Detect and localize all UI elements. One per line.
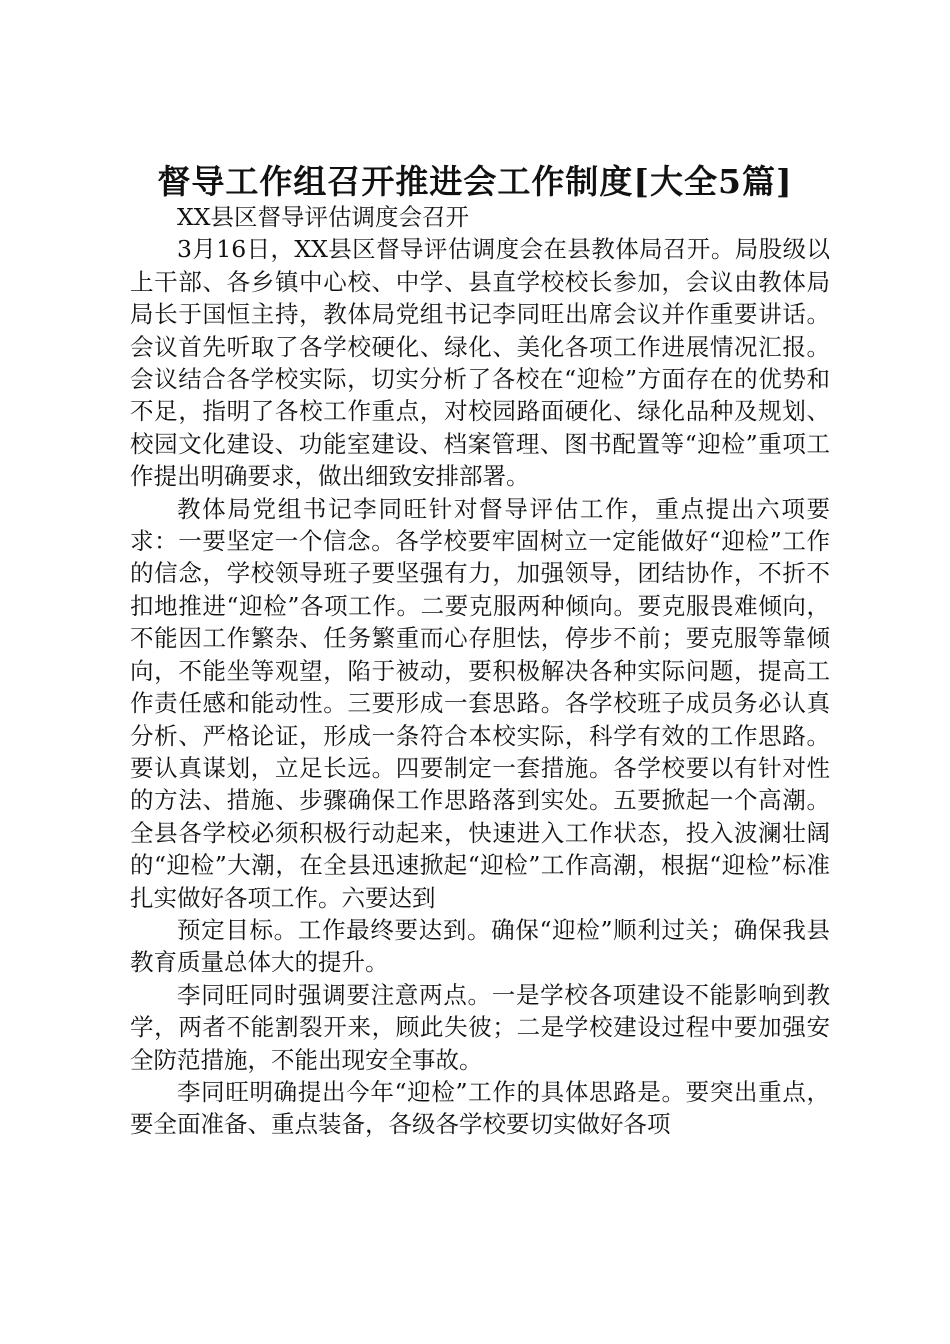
- paragraph-subheading: XX县区督导评估调度会召开: [177, 203, 469, 231]
- paragraph: 李同旺同时强调要注意两点。一是学校各项建设不能影响到教学，两者不能割裂开来，顾此失彼；二是学校建设过程中要加强安全防范措施，不能出现安全事故。: [130, 980, 830, 1074]
- paragraph: 预定目标。工作最终要达到。确保“迎检”顺利过关；确保我县教育质量总体大的提升。: [130, 915, 830, 977]
- paragraph: 3月16日，XX县区督导评估调度会在县教体局召开。局股级以上干部、各乡镇中心校、中学、县直学校校长参加，会议由教体局局长于国恒主持，教体局党组书记李同旺出席会议并作重要讲话。会议首先听取了各学校硬化、绿化、美化各项工作进展情况汇报。会议结合各学校实际，切实分析了各校在“迎检”方面存在的优势和不足，指明了各校工作重点，对校园路面硬化、绿化品种及规划、校园文化建设、功能室建设、档案管理、图书配置等“迎检”重项工作提出明确要求，做出细致安排部署。: [130, 235, 830, 491]
- document-title: 督导工作组召开推进会工作制度[大全5篇]: [157, 162, 793, 201]
- paragraph: 李同旺明确提出今年“迎检”工作的具体思路是。要突出重点，要全面准备、重点装备，各级各学校要切实做好各项: [130, 1077, 830, 1139]
- document-body: [130, 201, 830, 1141]
- paragraph: 教体局党组书记李同旺针对督导评估工作，重点提出六项要求：一要坚定一个信念。各学校要牢固树立一定能做好“迎检”工作的信念，学校领导班子要坚强有力，加强领导，团结协作，不折不扣地推进“迎检”各项工作。二要克服两种倾向。要克服畏难倾向，不能因工作繁杂、任务繁重而心存胆怯，停步不前；要克服等靠倾向，不能坐等观望，陷于被动，要积极解决各种实际问题，提高工作责任感和能动性。三要形成一套思路。各学校班子成员务必认真分析、严格论证，形成一条符合本校实际，科学有效的工作思路。要认真谋划，立足长远。四要制定一套措施。各学校要以有针对性的方法、措施、步骤确保工作思路落到实处。五要掀起一个高潮。全县各学校必须积极行动起来，快速进入工作状态，投入波澜壮阔的“迎检”大潮，在全县迅速掀起“迎检”工作高潮，根据“迎检”标准扎实做好各项工作。六要达到: [130, 494, 830, 912]
